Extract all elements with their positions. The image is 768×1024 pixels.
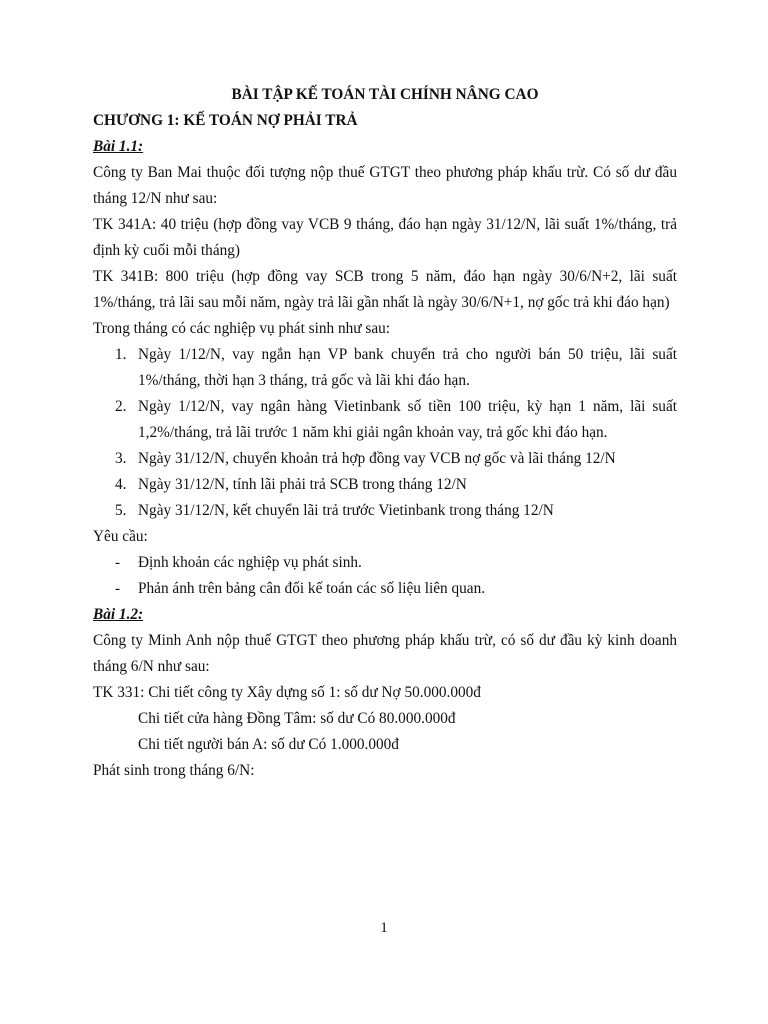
- list-item-text: Ngày 31/12/N, tính lãi phải trả SCB trong tháng 12/N: [138, 476, 467, 493]
- exercise-1-2-heading: Bài 1.2:: [93, 606, 144, 623]
- list-item-text: Ngày 1/12/N, vay ngân hàng Vietinbank số tiền 100 triệu, kỳ hạn 1 năm, lãi suất 1,2%/tháng, trả lãi trước 1 năm khi giải ngân khoản vay, trả gốc khi đáo hạn.: [138, 398, 677, 441]
- list-item-number: 3.: [115, 450, 127, 467]
- list-item: [93, 550, 677, 576]
- account-331-detail-seller-a: Chi tiết người bán A: số dư Có 1.000.000đ: [138, 736, 399, 753]
- list-dash: -: [115, 554, 121, 571]
- chapter-heading: CHƯƠNG 1: KẾ TOÁN NỢ PHẢI TRẢ: [93, 112, 358, 129]
- list-item: [93, 342, 677, 394]
- requirements-list: [93, 550, 677, 602]
- account-331-detail-dong-tam: Chi tiết cửa hàng Đồng Tâm: số dư Có 80.000.000đ: [138, 710, 456, 727]
- transactions-june-label: Phát sinh trong tháng 6/N:: [93, 762, 255, 779]
- list-dash: -: [115, 580, 121, 597]
- list-item-text: Phản ánh trên bảng cân đối kế toán các số liệu liên quan.: [138, 580, 486, 597]
- page-number: 1: [380, 920, 388, 936]
- list-item: [93, 394, 677, 446]
- list-item: [93, 498, 677, 524]
- list-item: [93, 576, 677, 602]
- document-title: BÀI TẬP KẾ TOÁN TÀI CHÍNH NÂNG CAO: [231, 86, 539, 103]
- exercise-1-1-heading: Bài 1.1:: [93, 138, 144, 155]
- transaction-list: [93, 342, 677, 524]
- list-item-number: 4.: [115, 476, 127, 493]
- account-341a: TK 341A: 40 triệu (hợp đồng vay VCB 9 tháng, đáo hạn ngày 31/12/N, lãi suất 1%/tháng, trả định kỳ cuối mỗi tháng): [93, 216, 677, 259]
- list-item: [93, 446, 677, 472]
- exercise-1-2-intro: Công ty Minh Anh nộp thuế GTGT theo phương pháp khấu trừ, có số dư đầu kỳ kinh doanh tháng 6/N như sau:: [93, 632, 677, 675]
- list-item-number: 2.: [115, 398, 127, 415]
- list-item-text: Định khoản các nghiệp vụ phát sinh.: [138, 554, 362, 571]
- exercise-1-1-intro: Công ty Ban Mai thuộc đối tượng nộp thuế GTGT theo phương pháp khấu trừ. Có số dư đầu tháng 12/N như sau:: [93, 164, 677, 207]
- list-item-text: Ngày 1/12/N, vay ngắn hạn VP bank chuyển trả cho người bán 50 triệu, lãi suất 1%/tháng, thời hạn 3 tháng, trả gốc và lãi khi đáo hạn.: [138, 346, 677, 389]
- transactions-intro: Trong tháng có các nghiệp vụ phát sinh như sau:: [93, 320, 391, 337]
- list-item-text: Ngày 31/12/N, chuyển khoản trả hợp đồng vay VCB nợ gốc và lãi tháng 12/N: [138, 450, 616, 467]
- list-item-number: 5.: [115, 502, 127, 519]
- account-331: TK 331: Chi tiết công ty Xây dựng số 1: số dư Nợ 50.000.000đ: [93, 684, 481, 701]
- list-item-text: Ngày 31/12/N, kết chuyển lãi trả trước Vietinbank trong tháng 12/N: [138, 502, 554, 519]
- document-page: [93, 82, 677, 784]
- list-item-number: 1.: [115, 346, 127, 363]
- list-item: [93, 472, 677, 498]
- account-341b: TK 341B: 800 triệu (hợp đồng vay SCB trong 5 năm, đáo hạn ngày 30/6/N+2, lãi suất 1%/tháng, trả lãi sau mỗi năm, ngày trả lãi gần nhất là ngày 30/6/N+1, nợ gốc trả khi đáo hạn): [93, 268, 677, 311]
- requirements-label: Yêu cầu:: [93, 528, 148, 545]
